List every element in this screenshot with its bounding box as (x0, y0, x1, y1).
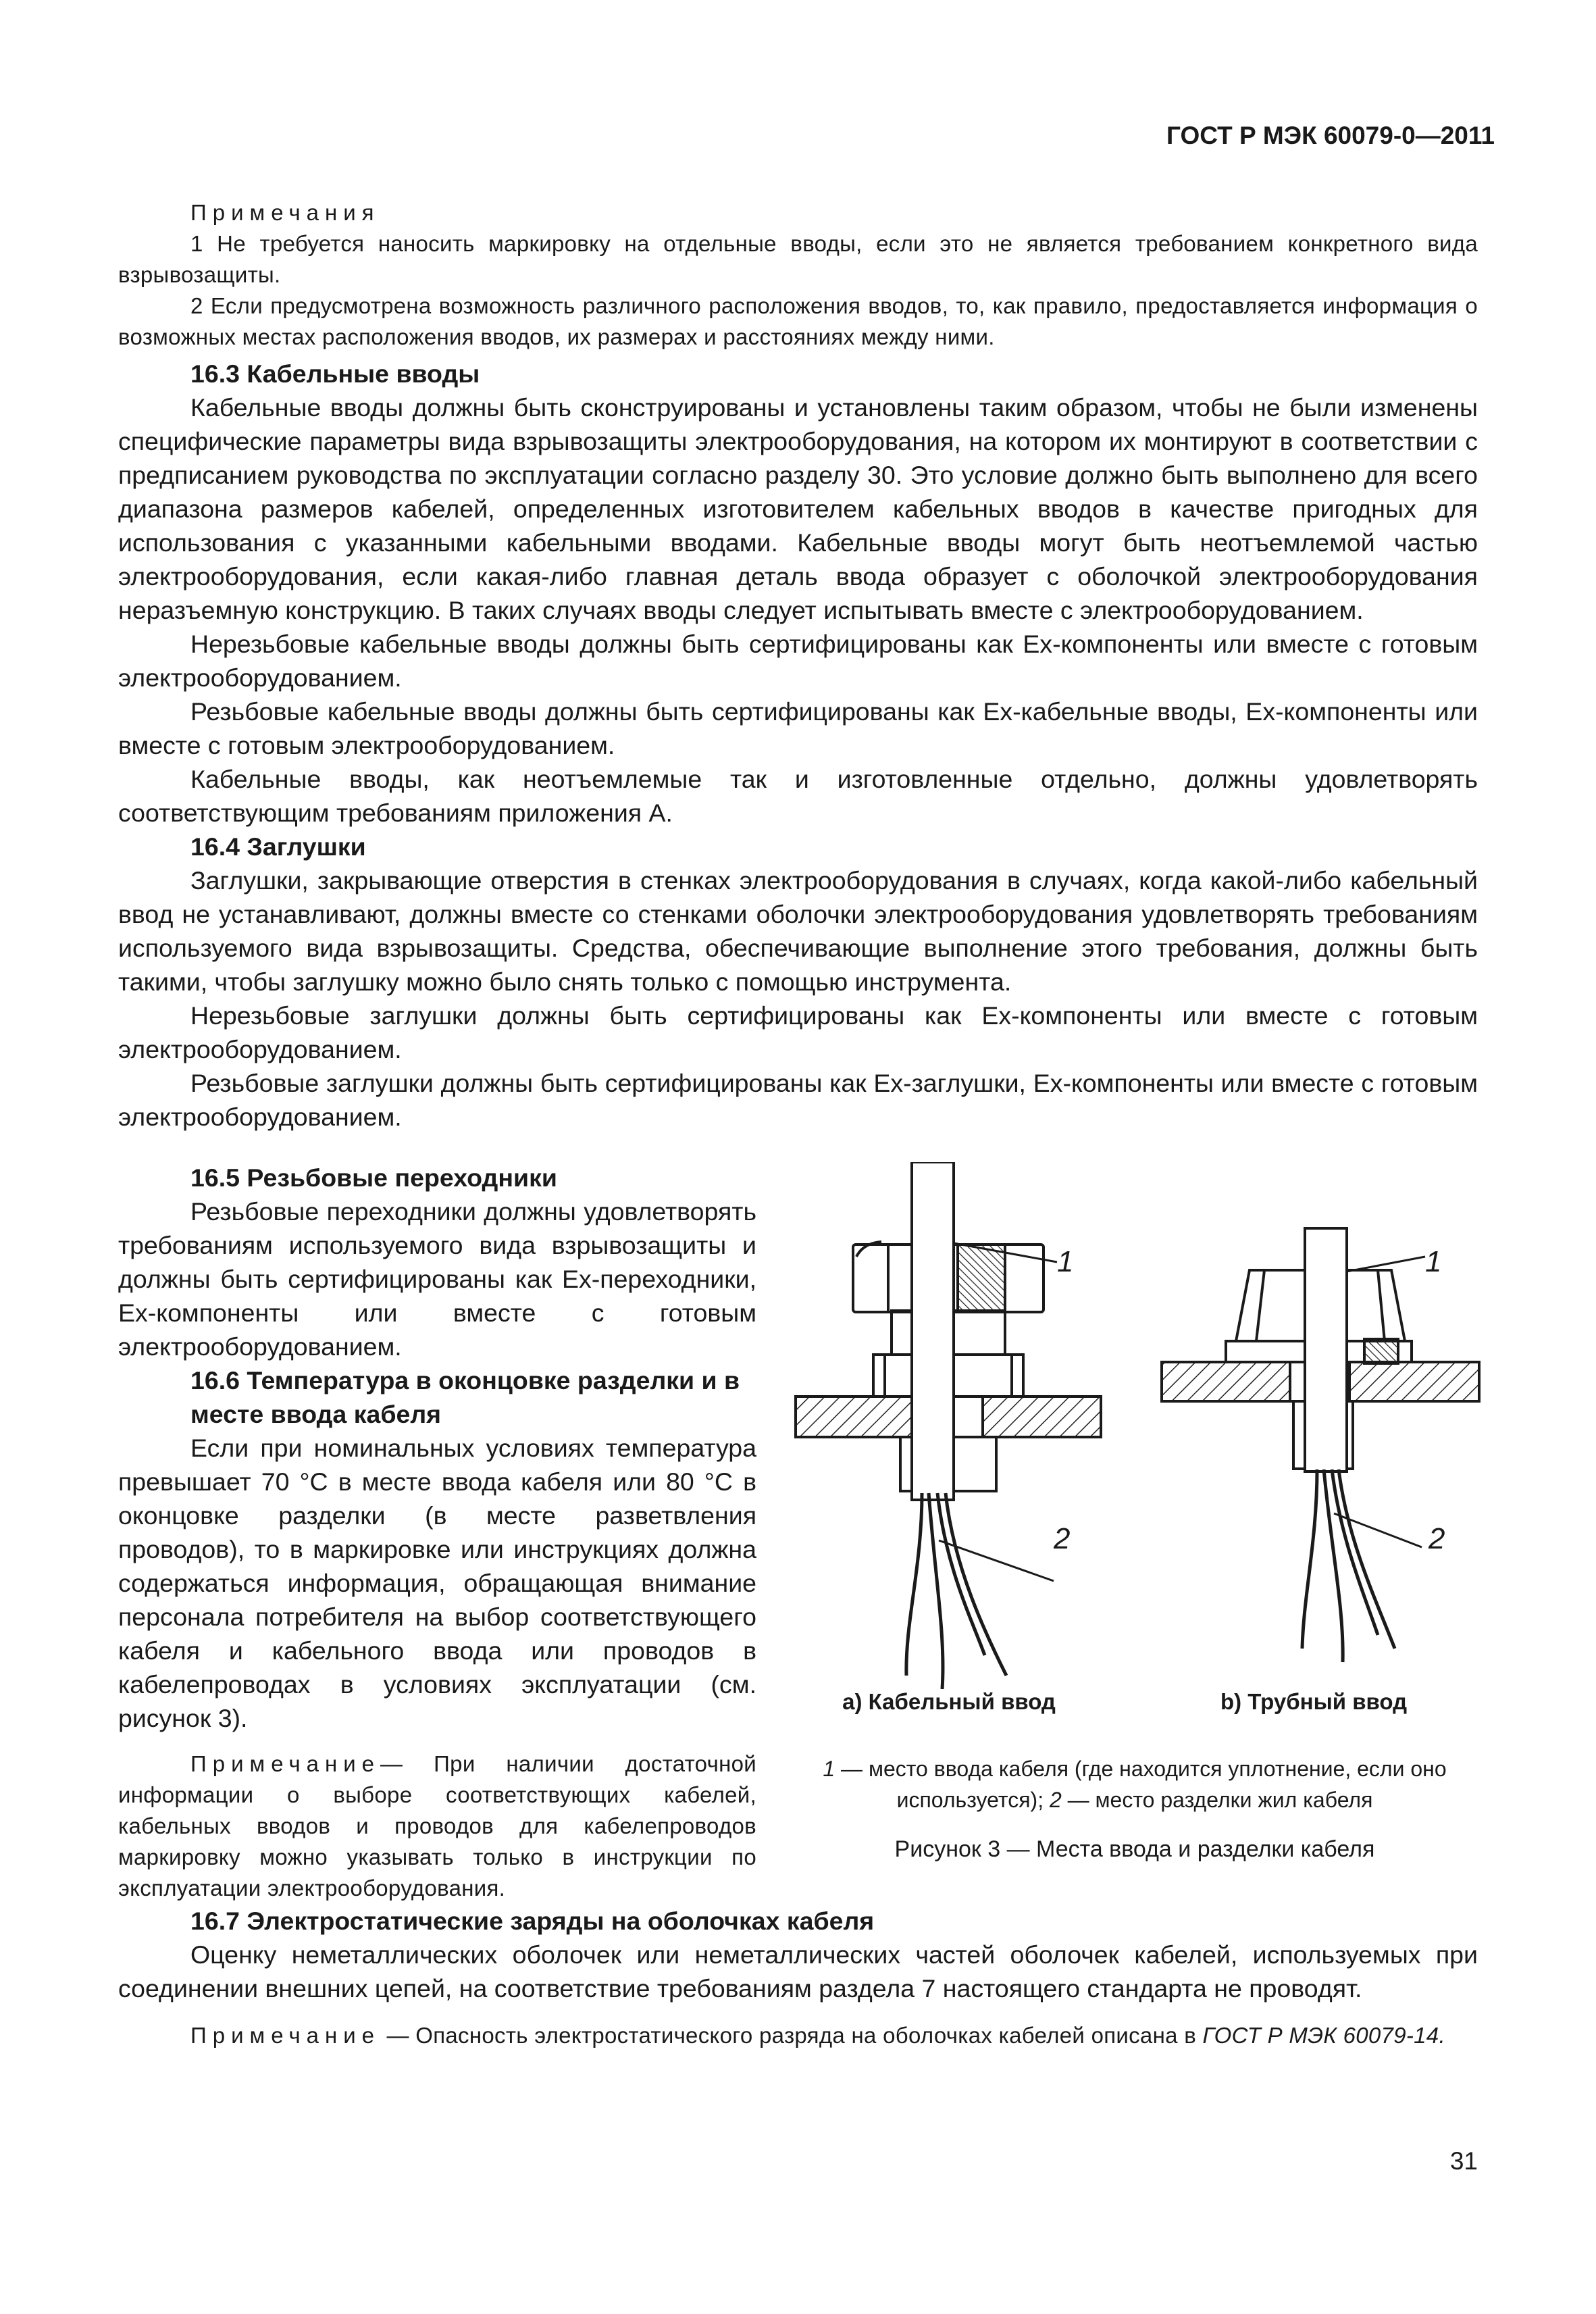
note-text: — Опасность электростатического разряда на оболочках кабелей описана в (380, 2023, 1203, 2048)
marker-1-b: 1 (1425, 1245, 1442, 1278)
section-16-6-paragraph: Если при номинальных условиях температура превышает 70 °С в месте ввода кабеля или 80 °С в оконцовке разделки (в месте разветвления проводов), то в маркировке или инструкциях должна содержаться информация, обращающая внимание персонала потребителя на выбор соответствующего кабеля и кабельного ввода или проводов в кабелепроводах в условиях эксплуатации (см. рисунок 3). (118, 1434, 756, 1732)
legend-text-2: — место разделки жил кабеля (1061, 1788, 1373, 1812)
section-16-3-paragraph: Нерезьбовые кабельные вводы должны быть сертифицированы как Ex-компоненты или вместе с готовым электрооборудованием. (118, 630, 1478, 692)
note-item-1: 1 Не требуется наносить маркировку на отдельные вводы, если это не является требованием конкретного вида взрывозащиты. (118, 231, 1478, 287)
section-16-4-paragraph: Заглушки, закрывающие отверстия в стенках электрооборудования в случаях, когда какой-либо кабельный ввод не устанавливают, должны вместе со стенками оболочки электрооборудования удовлетворять требованиям используемого вида взрывозащиты. Средства, обеспечивающие выполнение этого требования, должны быть такими, чтобы заглушку можно было снять только с помощью инструмента. (118, 866, 1478, 996)
marker-2-b: 2 (1428, 1522, 1445, 1555)
legend-text-1: — место ввода кабеля (где находится уплотнение, если оно используется); (835, 1757, 1447, 1812)
legend-num-1: 1 (823, 1757, 835, 1781)
section-16-3-paragraph: Кабельные вводы, как неотъемлемые так и изготовленные отдельно, должны удовлетворять соответствующим требованиям приложения А. (118, 765, 1478, 827)
document-header: ГОСТ Р МЭК 60079-0—2011 (1166, 122, 1495, 149)
note-reference: ГОСТ Р МЭК 60079-14. (1202, 2023, 1445, 2048)
notes-label: Примечания (190, 200, 380, 225)
wall-right-b (1349, 1362, 1479, 1401)
bottom-section (118, 1904, 1478, 2051)
marker-2-a: 2 (1054, 1522, 1071, 1555)
top-section (118, 197, 1478, 1134)
section-16-3-heading: 16.3 Кабельные вводы (190, 359, 480, 388)
section-16-7-heading: 16.7 Электростатические заряды на оболочках кабеля (190, 1907, 875, 1935)
wall-left-b (1162, 1362, 1290, 1401)
section-16-3-paragraph: Резьбовые кабельные вводы должны быть сертифицированы как Ex-кабельные вводы, Ex-компоненты или вместе с готовым электрооборудованием. (118, 697, 1478, 759)
note-item-2: 2 Если предусмотрена возможность различного расположения вводов, то, как правило, предоставляется информация о возможных местах расположения вводов, их размерах и расстояниях между ними. (118, 293, 1478, 349)
marker-1-a: 1 (1057, 1245, 1074, 1278)
legend-num-2: 2 (1049, 1788, 1062, 1812)
section-16-6-note (118, 1749, 756, 1904)
section-16-4-paragraph: Резьбовые заглушки должны быть сертифицированы как Ex-заглушки, Ex-компоненты или вместе с готовым электрооборудованием. (118, 1069, 1478, 1131)
subcaption-a: a) Кабельный ввод (842, 1689, 1056, 1714)
figure-caption: Рисунок 3 — Места ввода и разделки кабеля (894, 1836, 1375, 1862)
note-text: — При наличии достаточной информации о выборе соответствующих кабелей, кабельных вводов и проводов для кабелепроводов маркировку можно указывать только в инструкции по эксплуатации электрооборудования. (118, 1751, 756, 1901)
section-16-6-heading: 16.6 Температура в оконцовке разделки и в месте ввода кабеля (190, 1366, 740, 1428)
note-label: Примечание (190, 1751, 381, 1776)
figure-legend (783, 1753, 1486, 1815)
wall-right-a (983, 1397, 1101, 1437)
section-16-7-paragraph: Оценку неметаллических оболочек или неметаллических частей оболочек кабелей, используемых при соединении внешних цепей, на соответствие требованиям раздела 7 настоящего стандарта не проводят. (118, 1940, 1478, 2003)
page-number: 31 (1449, 2147, 1478, 2175)
wall-left-a (796, 1397, 914, 1437)
section-16-3-paragraph: Кабельные вводы должны быть сконструированы и установлены таким образом, чтобы не были изменены специфические параметры вида взрывозащиты электрооборудования, на котором их монтируют в соответствии с предписанием руководства по эксплуатации согласно разделу 30. Это условие должно быть выполнено для всего диапазона размеров кабелей, определенных изготовителем кабельных вводов в качестве пригодных для использования с указанными кабельными вводами. Кабельные вводы могут быть неотъемлемой частью электрооборудования, если какая-либо главная деталь ввода образует с оболочкой электрооборудования неразъемную конструкцию. В таких случаях вводы следует испытывать вместе с электрооборудованием. (118, 393, 1478, 624)
note-label: Примечание (190, 2023, 381, 2048)
section-16-5-paragraph: Резьбовые переходники должны удовлетворять требованиям используемого вида взрывозащиты и должны быть сертифицированы как Ex-переходники, Ex-компоненты или вместе с готовым электрооборудованием. (118, 1197, 756, 1361)
section-16-4-heading: 16.4 Заглушки (190, 832, 366, 861)
section-16-5-heading: 16.5 Резьбовые переходники (190, 1163, 557, 1192)
left-column (118, 1161, 756, 1904)
section-16-7-note (118, 2020, 1478, 2051)
subcaption-b: b) Трубный ввод (1220, 1689, 1408, 1714)
section-16-4-paragraph: Нерезьбовые заглушки должны быть сертифицированы как Ex-компоненты или вместе с готовым электрооборудованием. (118, 1001, 1478, 1063)
